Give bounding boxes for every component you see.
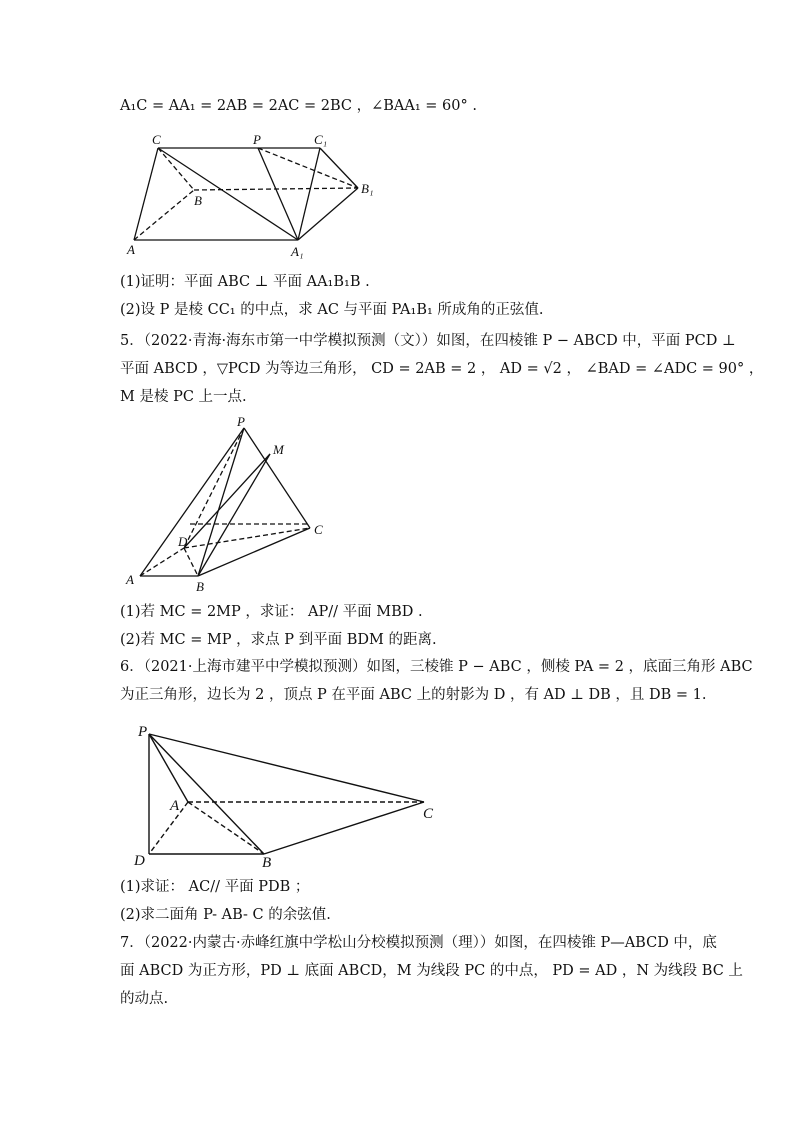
q5-edge-D-C bbox=[184, 528, 310, 548]
q6-part1: (1)求证： AC// 平面 PDB ； bbox=[120, 879, 310, 895]
q4-figure bbox=[120, 128, 380, 258]
q6-label-B: B bbox=[262, 855, 272, 871]
q7-line1: 7．（2022·内蒙古·赤峰红旗中学松山分校模拟预测（理））如图，在四棱锥 P—ABCD 中，底 bbox=[120, 935, 717, 951]
q5-label-P: P bbox=[237, 414, 245, 429]
q4-edge-A-B bbox=[134, 190, 194, 240]
q6-edge-A-B bbox=[188, 802, 264, 854]
q4-edge-C1-B1 bbox=[320, 148, 358, 188]
q7-line2: 面 ABCD 为正方形，PD ⊥ 底面 ABCD，M 为线段 PC 的中点， PD = AD ，N 为线段 BC 上 bbox=[120, 963, 743, 979]
q5-label-C: C bbox=[314, 522, 323, 537]
q4-label-C1: C₁ bbox=[314, 132, 328, 147]
q7-line3: 的动点. bbox=[120, 991, 169, 1007]
q6-label-C: C bbox=[423, 806, 434, 822]
q4-label-A1: A₁ bbox=[291, 244, 304, 259]
q5-edge-D-B bbox=[184, 548, 198, 576]
q5-edge-P-A bbox=[140, 428, 244, 576]
q4-condition: A₁C = AA₁ = 2AB = 2AC = 2BC ，∠BAA₁ = 60° . bbox=[120, 98, 477, 114]
q4-label-B: B bbox=[194, 193, 202, 208]
q6-label-P: P bbox=[138, 724, 148, 740]
q5-label-A: A bbox=[126, 572, 134, 587]
q6-figure bbox=[130, 718, 450, 870]
q4-edge-B1-A1 bbox=[298, 188, 358, 240]
q5-figure bbox=[120, 414, 340, 594]
q4-label-B1: B₁ bbox=[361, 181, 374, 196]
q5-edge-P-D bbox=[184, 428, 244, 548]
q4-edge-C1-A1 bbox=[298, 148, 320, 240]
q5-edge-B-C bbox=[198, 528, 310, 576]
q6-edge-P-B bbox=[149, 734, 264, 854]
q6-edge-B-C bbox=[264, 802, 424, 854]
q6-line1: 6．（2021·上海市建平中学模拟预测）如图，三棱锥 P − ABC ，侧棱 PA = 2 ，底面三角形 ABC bbox=[120, 659, 753, 675]
q4-part1: (1)证明：平面 ABC ⊥ 平面 AA₁B₁B . bbox=[120, 274, 370, 290]
q4-part2: (2)设 P 是棱 CC₁ 的中点，求 AC 与平面 PA₁B₁ 所成角的正弦值. bbox=[120, 302, 544, 318]
q4-label-C: C bbox=[152, 132, 161, 147]
q4-edge-C-B bbox=[158, 148, 194, 190]
q5-line3: M 是棱 PC 上一点. bbox=[120, 389, 247, 405]
q5-line1: 5．（2022·青海·海东市第一中学模拟预测（文））如图，在四棱锥 P − ABCD 中，平面 PCD ⊥ bbox=[120, 333, 736, 349]
q5-label-B: B bbox=[196, 579, 204, 594]
q5-edge-A-D bbox=[140, 548, 184, 576]
q5-line2: 平面 ABCD ，▽PCD 为等边三角形， CD = 2AB = 2 ， AD = √2 ， ∠BAD = ∠ADC = 90° ， bbox=[120, 361, 764, 377]
q5-edge-M-B bbox=[198, 454, 270, 576]
q5-part1: (1)若 MC = 2MP ，求证： AP// 平面 MBD . bbox=[120, 604, 423, 620]
q4-label-P: P bbox=[253, 132, 261, 147]
q4-edge-C-A1 bbox=[158, 148, 298, 240]
q5-label-D: D bbox=[178, 534, 188, 549]
q5-edge-M-D bbox=[184, 454, 270, 548]
q6-edge-P-C bbox=[149, 734, 424, 802]
q5-label-M: M bbox=[273, 442, 284, 457]
q6-label-A: A bbox=[170, 798, 180, 814]
q4-label-A: A bbox=[127, 242, 135, 257]
q6-part2: (2)求二面角 P- AB- C 的余弦值. bbox=[120, 907, 331, 923]
q5-part2: (2)若 MC = MP ，求点 P 到平面 BDM 的距离. bbox=[120, 632, 437, 648]
q5-edge-P-B bbox=[198, 428, 244, 576]
q6-label-D: D bbox=[134, 853, 145, 869]
q6-edge-A-D bbox=[149, 802, 188, 854]
q4-edge-A-C bbox=[134, 148, 158, 240]
q6-line2: 为正三角形，边长为 2 ，顶点 P 在平面 ABC 上的射影为 D ，有 AD ⊥ DB ，且 DB = 1. bbox=[120, 687, 707, 703]
